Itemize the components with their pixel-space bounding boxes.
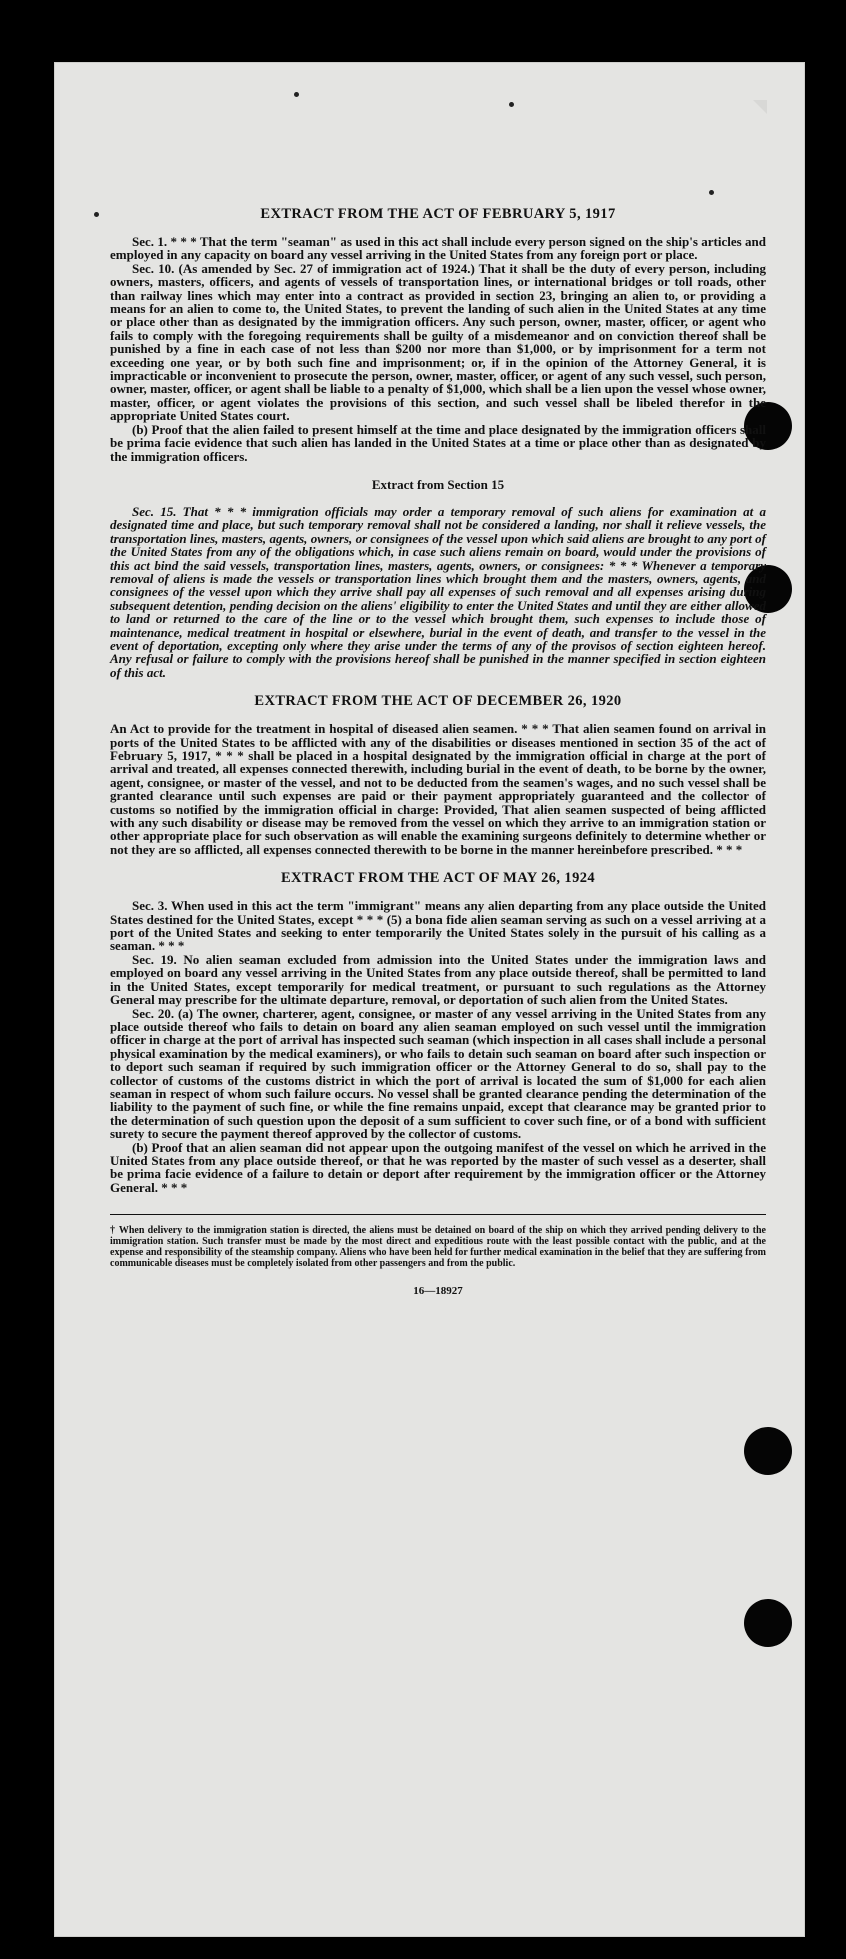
heading-act-1920: EXTRACT FROM THE ACT OF DECEMBER 26, 1920	[254, 693, 622, 710]
document-content	[110, 206, 766, 1297]
punch-hole	[744, 1427, 792, 1475]
page-corner	[753, 100, 767, 114]
paragraph-sec-10: Sec. 10. (As amended by Sec. 27 of immigration act of 1924.) That it shall be the duty of every person, including owners, masters, officers, and agents of vessels of transportation lines, or international bridges or toll roads, other than railway lines which may enter into a contract as provided in section 23, bringing an alien to, or providing a means for an alien to come to, the United States, to prevent the landing of such alien in the United States at any time or place other than as designated by the immigration officers. Any such person, owner, master, officer, or agent who fails to comply with the foregoing requirements shall be guilty of a misdemeanor and on conviction thereof shall be punished by a fine in each case of not less than $200 nor more than $1,000, or by imprisonment for a term not exceeding one year, or by both such fine and imprisonment; or, if in the opinion of the Attorney General, it is impracticable or inconvenient to prosecute the person, owner, master, officer, or agent of any such vessel, such person, owner, master, officer, or agent shall be liable to a penalty of $1,000, which shall be a lien upon the vessel whose owner, master, officer, or agent violates the provisions of this section, and such vessel shall be libeled therefor in the appropriate United States court.	[110, 260, 766, 424]
paragraph-act-1920: An Act to provide for the treatment in hospital of diseased alien seamen. * * * That alien seamen found on arrival in ports of the United States to be afflicted with any of the disabilities or diseases mentioned in section 35 of the act of February 5, 1917, * * * shall be placed in a hospital designated by the immigration official in charge at the port of arrival and treated, all expenses connected therewith, including burial in the event of death, to be borne by the owner, agent, consignee, or master of the vessel, and not to be deducted from the seamen's wages, and no such vessel shall be granted clearance until such expenses are paid or their payment appropriately guaranteed and the collector of customs so notified by the immigration official in charge: Provided, That alien seamen suspected of being afflicted with any such disability or disease may be removed from the vessel on which they arrive to an immigration station or other appropriate place for such observation as will enable the examining surgeons definitely to determine whether or not they are so afflicted, all expenses connected therewith to be borne in the manner hereinbefore prescribed. * * *	[110, 721, 766, 857]
heading-act-1917: EXTRACT FROM THE ACT OF FEBRUARY 5, 1917	[260, 206, 616, 222]
paragraph-sec-20: Sec. 20. (a) The owner, charterer, agent, consignee, or master of any vessel arriving in the United States from any place outside thereof who fails to detain on board any alien seaman employed on such vessel until the immigration officer in charge at the port of arrival has inspected such seaman (which inspection in all cases shall include a personal physical examination by the medical examiners), or who fails to detain such seaman on board after such inspection or to deport such seaman if required by such immigration officer or the Attorney General to do so, shall pay to the collector of customs of the customs district in which the port of arrival is located the sum of $1,000 for each alien seaman in respect of whom such failure occurs. No vessel shall be granted clearance pending the determination of the liability to the payment of such fine, or while the fine remains unpaid, except that clearance may be granted prior to the determination of such question upon the deposit of a sum sufficient to cover such fine, or of a bond with sufficient surety to secure the payment thereof approved by the collector of customs.	[110, 1005, 766, 1142]
section-act-1917	[110, 206, 766, 463]
paragraph-sec-15: Sec. 15. That * * * immigration officials may order a temporary removal of such aliens for examination at a designated time and place, but such temporary removal shall not be considered a landing, nor shall it relieve vessels, the transportation lines, masters, agents, owners, or consignees of the vessel upon which said aliens are brought to any port of the United States from any of the obligations which, in case such aliens remain on board, would under the provisions of this act bind the said vessels, transportation lines, masters, agents, owners, or consignees: * * * Whenever a temporary removal of aliens is made the vessels or transportation lines which brought them and the masters, owners, agents, and consignees of the vessel upon which they arrive shall pay all expenses of such removal and all expenses arising during subsequent detention, pending decision on the aliens' eligibility to enter the United States and until they are either allowed to land or returned to the care of the line or to the vessel which brought them, such expenses to include those of maintenance, medical treatment in hospital or elsewhere, burial in the event of death, and transfer to the vessel in the event of deportation, excepting only where they arise under the terms of any of the provisos of section eighteen hereof. Any refusal or failure to comply with the provisions hereof shall be punished in the manner specified in section eighteen of this act.	[110, 503, 766, 680]
ink-speck	[294, 92, 299, 97]
footnote: † When delivery to the immigration station is directed, the aliens must be detained on board of the ship on which they arrived pending delivery to the immigration station. Such transfer must be made by the most direct and expeditious route with the least possible contact with the public, and at the expense and responsibility of the steamship company. Aliens who have been held for further medical examination in the belief that they are suffering from communicable diseases must be completely isolated from other passengers and from the public.	[110, 1225, 766, 1270]
heading-act-1924: EXTRACT FROM THE ACT OF MAY 26, 1924	[280, 870, 596, 887]
paragraph-sec-1: Sec. 1. * * * That the term "seaman" as used in this act shall include every person signed on the ship's articles and employed in any capacity on board any vessel arriving in the United States from any foreign port or place.	[110, 234, 766, 263]
paragraph-sec-20-b: (b) Proof that an alien seaman did not appear upon the outgoing manifest of the vessel on which he arrived in the United States from any place outside thereof, or that he was reported by the master of such vessel as a deserter, shall be prima facie evidence of a failure to detain or deport after requirement by the immigration officer or the Attorney General. * * *	[110, 1139, 766, 1195]
ink-speck	[509, 102, 514, 107]
ink-speck	[94, 212, 99, 217]
paragraph-sec-3: Sec. 3. When used in this act the term "immigrant" means any alien departing from any place outside the United States destined for the United States, except * * * (5) a bona fide alien seaman serving as such on a vessel arriving at a port of the United States and seeking to enter temporarily the United States solely in the pursuit of his calling as a seaman. * * *	[110, 898, 766, 954]
paragraph-sec-19: Sec. 19. No alien seaman excluded from admission into the United States under the immigration laws and employed on board any vessel arriving in the United States from any place outside thereof, shall be permitted to land in the United States, except temporarily for medical treatment, or pursuant to such regulations as the Attorney General may prescribe for the ultimate departure, removal, or deportation of such alien from the United States.	[110, 951, 766, 1008]
heading-section-15: Extract from Section 15	[371, 476, 505, 492]
form-code: 16—18927	[413, 1285, 463, 1298]
punch-hole	[744, 1599, 792, 1647]
section-act-1920	[110, 693, 766, 856]
document-page	[54, 62, 805, 1937]
section-15-extract	[110, 477, 766, 679]
section-act-1924	[110, 870, 766, 1194]
paragraph-sec-10-b: (b) Proof that the alien failed to present himself at the time and place designated by the immigration officers shall be prima facie evidence that such alien has landed in the United States at a time or place other than as designated by the immigration officers.	[110, 421, 766, 464]
ink-speck	[709, 190, 714, 195]
footnote-divider	[110, 1214, 766, 1215]
